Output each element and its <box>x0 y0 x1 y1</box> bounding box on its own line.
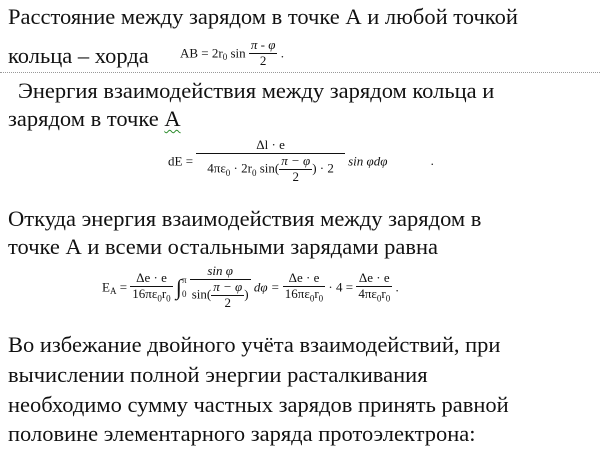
formula-text: E <box>102 279 110 295</box>
formula-text: . <box>280 45 284 61</box>
formula-text: sin( <box>259 160 280 176</box>
fraction-denominator <box>356 287 392 304</box>
formula-subscript: 0 <box>318 293 324 304</box>
formula-text: . <box>395 279 399 295</box>
formula-text: r <box>314 285 319 301</box>
formula-text: sin φdφ <box>348 153 388 169</box>
text-line: Во избежание двойного учёта взаимодействий, при <box>8 332 501 357</box>
formula-text: 16πε <box>284 285 310 301</box>
text-span: зарядом в точке <box>8 106 159 131</box>
fraction-numerator: sin φ <box>190 264 251 280</box>
spellcheck-underlined-word: А <box>164 106 181 131</box>
integral-limits <box>182 273 187 302</box>
formula-dE <box>168 138 434 185</box>
fraction-numerator: Δl · e <box>196 138 345 154</box>
fraction-numerator: π − φ <box>281 152 311 168</box>
formula-subscript: 0 <box>225 167 231 178</box>
fraction-denominator: 2 <box>224 294 231 310</box>
formula-text: · 4 = <box>328 279 354 295</box>
formula-text: . <box>430 153 434 169</box>
formula-text: ) · 2 <box>312 160 334 176</box>
formula-subscript: 0 <box>385 293 391 304</box>
divider <box>0 72 600 73</box>
text-line: Откуда энергия взаимодействия между зарядом в <box>8 206 482 231</box>
fraction-denominator <box>283 287 325 304</box>
formula-subscript: 0 <box>376 293 382 304</box>
formula-text: r <box>161 285 167 301</box>
integral-sign: ∫ <box>175 274 182 300</box>
text-line: кольца – хорда <box>8 43 149 68</box>
fraction <box>130 271 172 304</box>
fraction-numerator: Δe · e <box>283 271 325 287</box>
integral-upper-limit: π <box>181 275 187 286</box>
formula-subscript: 0 <box>157 293 162 304</box>
fraction-denominator <box>130 287 172 304</box>
formula-subscript: 0 <box>166 293 171 304</box>
fraction-denominator: 2 <box>259 52 267 68</box>
formula-text: · 2r <box>233 160 252 176</box>
formula-text: sin <box>230 45 246 61</box>
formula-subscript: 0 <box>251 167 257 178</box>
formula-text: r <box>381 285 386 301</box>
fraction <box>190 264 251 311</box>
text-line <box>8 108 181 131</box>
formula-text: sin( <box>191 286 212 302</box>
fraction <box>279 154 312 185</box>
formula-text: = <box>119 279 128 295</box>
fraction <box>283 271 325 304</box>
fraction-numerator: Δe · e <box>130 271 172 287</box>
text-line: точке А и всеми остальными зарядами равна <box>8 234 439 259</box>
fraction <box>211 280 244 311</box>
text-line: необходимо сумму частных зарядов принять равной <box>8 392 509 417</box>
formula-text: dφ = <box>253 279 280 295</box>
fraction <box>249 38 278 69</box>
text-line: Энергия взаимодействия между зарядом кольца и <box>18 78 495 103</box>
formula-subscript: 0 <box>222 52 228 63</box>
fraction <box>196 138 345 185</box>
fraction-denominator: 2 <box>292 168 299 184</box>
formula-EA <box>102 264 399 311</box>
text-line: вычислении полной энергии расталкивания <box>8 362 428 387</box>
fraction-denominator <box>196 154 345 185</box>
text-line: Расстояние между зарядом в точке А и любой точкой <box>8 4 518 29</box>
formula-text: dE = <box>168 153 194 169</box>
fraction-denominator <box>190 280 251 311</box>
integral-lower-limit: 0 <box>181 289 187 300</box>
fraction-numerator: π − φ <box>213 278 243 294</box>
formula-text: 4πε <box>207 160 226 176</box>
formula-subscript: A <box>109 285 117 296</box>
fraction <box>356 271 392 304</box>
formula-subscript: 0 <box>309 293 315 304</box>
fraction-numerator: π - φ <box>250 37 276 52</box>
fraction-numerator: Δe · e <box>356 271 392 287</box>
text-line: половине элементарного заряда протоэлектрона: <box>8 421 476 446</box>
formula-text: ) <box>244 286 249 302</box>
formula-text: 4πε <box>358 285 377 301</box>
formula-chord <box>180 38 284 69</box>
formula-text: AB = 2r <box>180 45 223 61</box>
formula-text: 16πε <box>132 285 158 301</box>
